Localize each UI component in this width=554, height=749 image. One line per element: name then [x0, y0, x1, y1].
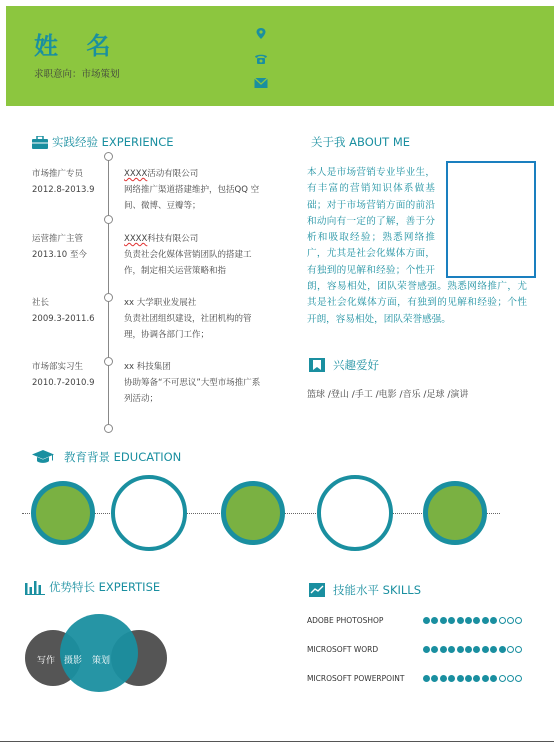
phone-icon: [254, 53, 268, 65]
skill-dot: [507, 617, 514, 624]
skill-dot: [448, 646, 455, 653]
skill-dot: [482, 646, 489, 653]
briefcase-icon: [32, 136, 48, 149]
bottom-rule: [0, 741, 554, 742]
skill-dot: [473, 675, 480, 682]
skill-rating: [423, 675, 524, 682]
skill-row: [307, 645, 524, 654]
mail-icon: [254, 77, 268, 89]
company-name: xx 大学职业发展社: [124, 298, 197, 308]
location-pin-icon: [254, 28, 268, 40]
skill-dot: [423, 675, 430, 682]
skill-row: [307, 616, 524, 625]
job-entry-role: 市场部实习生 2010.7-2010.9: [32, 362, 95, 388]
skill-dot: [490, 617, 497, 624]
experience-section-title: 实践经验 EXPERIENCE: [32, 134, 174, 150]
skill-name: MICROSOFT POWERPOINT: [307, 674, 405, 683]
skills-section-title: 技能水平 SKILLS: [309, 582, 421, 598]
skill-dot: [423, 646, 430, 653]
skill-dot: [448, 617, 455, 624]
skill-dot: [499, 646, 506, 653]
education-node: [221, 481, 285, 545]
education-node: [31, 481, 95, 545]
education-node: [317, 475, 393, 551]
skill-dot: [431, 617, 438, 624]
timeline-dot: [104, 215, 113, 224]
company-name: XXXX活动有限公司: [124, 169, 199, 179]
skill-dot: [499, 675, 506, 682]
job-entry-description: XXXX活动有限公司 网络推广渠道搭建维护，包括QQ 空间、微博、豆瓣等；: [124, 166, 264, 214]
skill-dot: [440, 646, 447, 653]
company-name: xx 科技集团: [124, 362, 171, 372]
skill-dot: [431, 675, 438, 682]
skill-dot: [457, 646, 464, 653]
timeline-dot: [104, 424, 113, 433]
photo-placeholder: [446, 161, 536, 278]
graduation-cap-icon: [32, 450, 54, 464]
education-node: [423, 481, 487, 545]
job-entry-role: 市场推广专员 2012.8-2013.9: [32, 169, 95, 195]
bar-chart-icon: [25, 579, 45, 595]
skill-dot: [482, 675, 489, 682]
skill-dot: [490, 646, 497, 653]
skill-dot: [423, 617, 430, 624]
bookmark-icon: [309, 358, 325, 372]
skill-dot: [515, 617, 522, 624]
skill-dot: [473, 646, 480, 653]
about-section-title: 关于我 ABOUT ME: [311, 135, 411, 149]
education-node: [111, 475, 187, 551]
skill-rating: [423, 646, 524, 653]
skill-dot: [440, 617, 447, 624]
timeline-dot: [104, 293, 113, 302]
skill-dot: [440, 675, 447, 682]
job-entry-description: XXXX科技有限公司 负责社会化媒体营销团队的搭建工作，制定相关运营策略和指: [124, 231, 264, 279]
skill-row: [307, 674, 524, 683]
company-name: XXXX科技有限公司: [124, 234, 199, 244]
skill-dot: [507, 675, 514, 682]
skill-dot: [499, 617, 506, 624]
skill-dot: [482, 617, 489, 624]
expertise-label-right: 策划: [92, 656, 111, 666]
line-chart-icon: [309, 583, 325, 597]
skill-dot: [465, 646, 472, 653]
skill-dot: [457, 675, 464, 682]
expertise-label-left: 写作: [37, 656, 56, 666]
skill-name: MICROSOFT WORD: [307, 645, 379, 654]
skill-dot: [473, 617, 480, 624]
skill-dot: [457, 617, 464, 624]
job-objective: 求职意向：市场策划: [34, 69, 120, 80]
skill-dot: [465, 675, 472, 682]
candidate-name: 姓 名: [34, 32, 121, 60]
skill-dot: [515, 675, 522, 682]
education-section-title: 教育背景 EDUCATION: [32, 449, 181, 465]
skill-dot: [507, 646, 514, 653]
skill-dot: [448, 675, 455, 682]
skill-dot: [465, 617, 472, 624]
job-entry-role: 运营推广主管 2013.10 至今: [32, 234, 87, 260]
timeline-dot: [104, 357, 113, 366]
header-banner: [6, 6, 554, 106]
skill-name: ADOBE PHOTOSHOP: [307, 616, 384, 625]
about-text: 本人是市场营销专业毕业生，有丰富的营销知识体系做基础；对于市场营销方面的前沿和动向有一定的了解，善于分析和吸取经验；熟悉网络推广，尤其是社会化媒体方面，有独到的见解和经验；个性开朗，容易相处，团队荣誉感强。熟悉网络推广，尤其是社会化媒体方面，有独到的见解和经验；个性开朗，容易相处，团队荣誉感强。: [307, 167, 527, 325]
job-entry-description: xx 大学职业发展社 负责社团组织建设，社团机构的管理，协调各部门工作；: [124, 295, 264, 343]
job-entry-description: xx 科技集团 协助筹备“不可思议”大型市场推广系列活动；: [124, 359, 264, 407]
job-entry-role: 社长 2009.3-2011.6: [32, 298, 95, 324]
skill-dot: [515, 646, 522, 653]
hobbies-list: 篮球 /登山 /手工 /电影 /音乐 /足球 /演讲: [307, 390, 469, 400]
expertise-section-title: 优势特长 EXPERTISE: [25, 579, 160, 595]
skill-dot: [490, 675, 497, 682]
hobbies-section-title: 兴趣爱好: [309, 357, 379, 373]
expertise-label-center: 摄影: [64, 656, 83, 666]
skill-dot: [431, 646, 438, 653]
skill-rating: [423, 617, 524, 624]
timeline-dot: [104, 152, 113, 161]
